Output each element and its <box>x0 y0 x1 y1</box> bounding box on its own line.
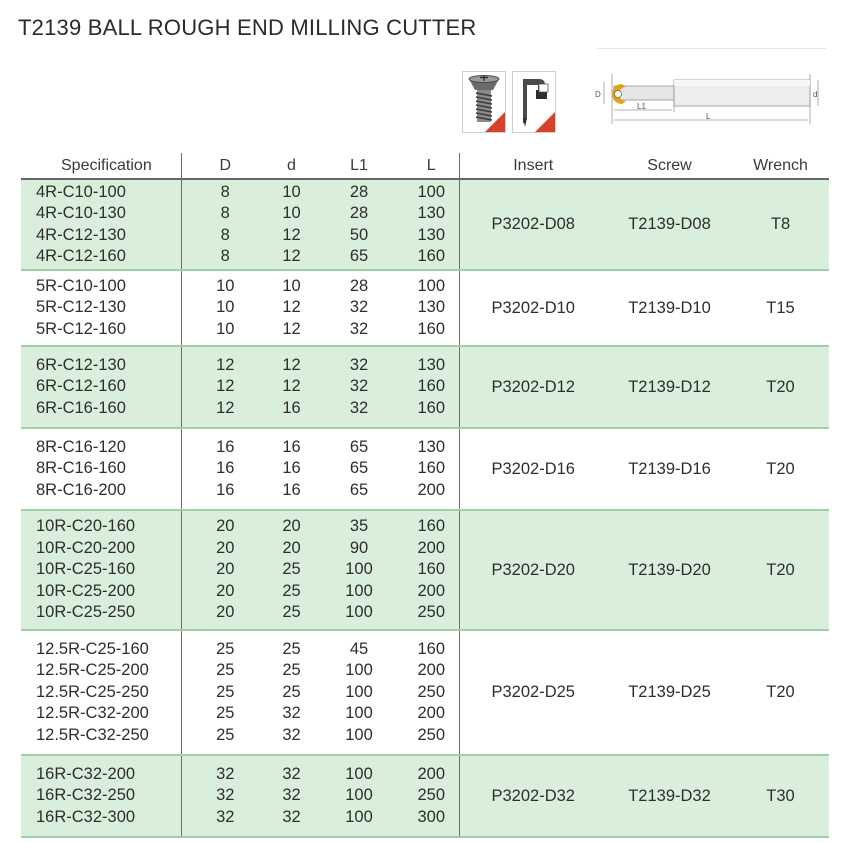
D-value: 12 <box>216 355 235 374</box>
spec-value: 10R-C25-160 <box>36 560 136 579</box>
header-insert: Insert <box>459 153 607 179</box>
d-value: 10 <box>282 204 301 222</box>
d-value: 12 <box>282 298 301 317</box>
L1-value: 65 <box>349 459 369 478</box>
wrench-cell: T20 <box>766 683 795 701</box>
d-value: 12 <box>282 377 301 396</box>
spec-value: 12.5R-C25-250 <box>36 682 149 701</box>
L1-cell <box>314 755 404 837</box>
D-cell <box>181 270 269 346</box>
L-value: 130 <box>417 225 446 244</box>
L-value: 250 <box>417 603 446 622</box>
L1-value: 50 <box>349 225 369 244</box>
header-wrench: Wrench <box>732 153 829 179</box>
spec-value: 10R-C25-200 <box>36 581 136 600</box>
D-value: 25 <box>216 639 235 658</box>
insert-cell: P3202-D12 <box>459 346 607 428</box>
L-value: 200 <box>417 480 446 499</box>
L-value: 130 <box>417 437 446 456</box>
d-value: 10 <box>282 276 301 295</box>
spec-value: 4R-C10-100 <box>36 182 126 201</box>
spec-value: 16R-C32-300 <box>36 807 136 826</box>
L1-value: 100 <box>345 560 373 579</box>
D-value: 8 <box>220 204 230 222</box>
D-value: 8 <box>220 247 230 265</box>
spec-value: 10R-C20-200 <box>36 538 136 557</box>
d-value: 32 <box>282 807 301 826</box>
D-value: 12 <box>216 377 235 396</box>
wrench-cell: T30 <box>766 786 795 805</box>
wrench-cell: T20 <box>766 560 795 579</box>
L1-cell <box>314 428 404 510</box>
D-value: 25 <box>216 704 235 723</box>
D-cell <box>181 179 269 270</box>
D-value: 16 <box>216 480 235 499</box>
d-value: 25 <box>282 560 301 579</box>
spec-value: 12.5R-C25-160 <box>36 639 149 658</box>
header-d: d <box>269 153 314 179</box>
D-value: 10 <box>216 276 235 295</box>
d-cell <box>269 755 314 837</box>
screw-cell: T2139-D12 <box>628 377 711 396</box>
wrench-cell: T15 <box>766 298 795 317</box>
L-value: 100 <box>417 182 446 201</box>
d-value: 20 <box>282 538 301 557</box>
insert-cell: P3202-D16 <box>459 428 607 510</box>
title-divider <box>596 48 826 49</box>
L-value: 130 <box>417 298 446 317</box>
table-row <box>21 270 829 346</box>
D-cell <box>181 755 269 837</box>
L-value: 100 <box>417 276 446 295</box>
D-value: 8 <box>220 182 230 201</box>
D-value: 20 <box>216 581 235 600</box>
spec-value: 8R-C16-200 <box>36 480 126 499</box>
L1-value: 28 <box>349 182 369 201</box>
D-value: 16 <box>216 437 235 456</box>
L1-value: 28 <box>349 276 369 295</box>
table-row <box>21 510 829 630</box>
d-value: 32 <box>282 786 301 805</box>
L1-value: 65 <box>349 480 369 499</box>
L1-value: 32 <box>349 377 369 396</box>
d-value: 25 <box>282 682 301 701</box>
d-value: 16 <box>282 459 301 478</box>
L-value: 130 <box>417 355 446 374</box>
d-cell <box>269 630 314 755</box>
wrench-cell: T8 <box>770 215 791 233</box>
L-cell <box>404 346 459 428</box>
L1-value: 45 <box>349 639 369 658</box>
d-value: 12 <box>282 247 301 265</box>
torx-wrench-icon <box>512 71 556 133</box>
table-row <box>21 346 829 428</box>
L1-value: 100 <box>345 807 373 826</box>
D-value: 25 <box>216 661 235 680</box>
L1-value: 65 <box>349 437 369 456</box>
L-value: 200 <box>417 538 446 557</box>
spec-value: 6R-C12-160 <box>36 377 126 396</box>
spec-value: 12.5R-C25-200 <box>36 661 149 680</box>
screw-cell: T2139-D10 <box>628 298 711 317</box>
spec-value: 10R-C20-160 <box>36 517 136 536</box>
D-value: 20 <box>216 560 235 579</box>
D-value: 25 <box>216 682 235 701</box>
D-value: 16 <box>216 459 235 478</box>
insert-cell: P3202-D32 <box>459 755 607 837</box>
spec-value: 4R-C12-160 <box>36 247 126 265</box>
D-value: 8 <box>220 225 230 244</box>
d-value: 16 <box>282 437 301 456</box>
header-L: L <box>404 153 459 179</box>
L-value: 300 <box>417 807 446 826</box>
L1-value: 100 <box>345 661 373 680</box>
d-value: 25 <box>282 661 301 680</box>
header-L1: L1 <box>314 153 404 179</box>
L1-value: 35 <box>349 517 369 536</box>
insert-cell: P3202-D10 <box>459 270 607 346</box>
insert-cell: P3202-D08 <box>459 179 607 270</box>
L-cell <box>404 755 459 837</box>
spec-value: 16R-C32-250 <box>36 786 136 805</box>
wrench-cell: T20 <box>766 459 795 478</box>
spec-value: 5R-C12-160 <box>36 319 126 338</box>
d-value: 10 <box>282 182 301 201</box>
d-value: 25 <box>282 581 301 600</box>
L-value: 160 <box>417 377 446 396</box>
L-cell <box>404 428 459 510</box>
d-cell <box>269 428 314 510</box>
spec-value: 10R-C25-250 <box>36 603 136 622</box>
L1-value: 100 <box>345 603 373 622</box>
L1-cell <box>314 630 404 755</box>
L-value: 250 <box>417 725 446 744</box>
page-title: T2139 BALL ROUGH END MILLING CUTTER <box>18 15 477 40</box>
d-value: 16 <box>282 480 301 499</box>
D-value: 32 <box>216 786 235 805</box>
spec-value: 8R-C16-160 <box>36 459 126 478</box>
d-value: 32 <box>282 764 301 783</box>
L-value: 160 <box>417 560 446 579</box>
L-value: 200 <box>417 661 446 680</box>
spec-value: 6R-C12-130 <box>36 355 126 374</box>
header-screw: Screw <box>607 153 732 179</box>
table-row <box>21 428 829 510</box>
L-value: 200 <box>417 764 446 783</box>
L1-cell <box>314 179 404 270</box>
L-cell <box>404 270 459 346</box>
L1-cell <box>314 270 404 346</box>
screw-cell: T2139-D16 <box>628 459 711 478</box>
spec-cell <box>21 755 181 837</box>
d-value: 20 <box>282 517 301 536</box>
L-value: 160 <box>417 459 446 478</box>
d-cell <box>269 346 314 428</box>
D-cell <box>181 630 269 755</box>
d-value: 16 <box>282 398 301 417</box>
L-value: 160 <box>417 247 446 265</box>
d-cell <box>269 179 314 270</box>
diagram-label-D: D <box>595 90 601 99</box>
spec-cell <box>21 630 181 755</box>
wrench-cell: T20 <box>766 377 795 396</box>
L1-value: 28 <box>349 204 369 222</box>
D-cell <box>181 428 269 510</box>
D-value: 20 <box>216 603 235 622</box>
L1-value: 32 <box>349 298 369 317</box>
insert-cell: P3202-D25 <box>459 630 607 755</box>
d-value: 25 <box>282 603 301 622</box>
L1-cell <box>314 346 404 428</box>
d-value: 12 <box>282 319 301 338</box>
diagram-label-L1: L1 <box>637 102 646 111</box>
screw-cell: T2139-D08 <box>628 215 711 233</box>
D-value: 10 <box>216 319 235 338</box>
screw-icon <box>462 71 506 133</box>
L-value: 130 <box>417 204 446 222</box>
spec-value: 12.5R-C32-200 <box>36 704 149 723</box>
spec-cell <box>21 510 181 630</box>
L-value: 160 <box>417 517 446 536</box>
diagram-label-L: L <box>706 112 711 121</box>
table-row <box>21 630 829 755</box>
D-value: 32 <box>216 764 235 783</box>
d-value: 25 <box>282 639 301 658</box>
diagram-label-d: d <box>813 90 818 99</box>
spec-value: 5R-C12-130 <box>36 298 126 317</box>
L1-value: 100 <box>345 725 373 744</box>
D-cell <box>181 510 269 630</box>
L1-value: 100 <box>345 704 373 723</box>
table-row <box>21 179 829 270</box>
screw-cell: T2139-D25 <box>628 683 711 701</box>
spec-cell <box>21 428 181 510</box>
D-cell <box>181 346 269 428</box>
screw-cell: T2139-D32 <box>628 786 711 805</box>
L1-value: 100 <box>345 682 373 701</box>
D-value: 12 <box>216 398 235 417</box>
table-header-row <box>21 153 829 179</box>
d-value: 32 <box>282 725 301 744</box>
L1-value: 65 <box>349 247 369 265</box>
tool-dimension-diagram <box>592 72 832 130</box>
table-row <box>21 755 829 837</box>
L1-value: 90 <box>349 538 369 557</box>
spec-cell <box>21 346 181 428</box>
spec-value: 12.5R-C32-250 <box>36 725 149 744</box>
spec-value: 4R-C10-130 <box>36 204 126 222</box>
L1-value: 32 <box>349 398 369 417</box>
D-value: 10 <box>216 298 235 317</box>
L-value: 250 <box>417 682 446 701</box>
L-value: 200 <box>417 704 446 723</box>
D-value: 32 <box>216 807 235 826</box>
L-value: 160 <box>417 639 446 658</box>
screw-cell: T2139-D20 <box>628 560 711 579</box>
spec-value: 16R-C32-200 <box>36 764 136 783</box>
L-cell <box>404 510 459 630</box>
L1-value: 32 <box>349 319 369 338</box>
spec-cell <box>21 270 181 346</box>
L-cell <box>404 179 459 270</box>
insert-cell: P3202-D20 <box>459 510 607 630</box>
L-value: 200 <box>417 581 446 600</box>
L-value: 250 <box>417 786 446 805</box>
header-specification: Specification <box>21 153 181 179</box>
D-value: 25 <box>216 725 235 744</box>
spec-cell <box>21 179 181 270</box>
spec-value: 4R-C12-130 <box>36 225 126 244</box>
L-value: 160 <box>417 398 446 417</box>
d-cell <box>269 510 314 630</box>
D-value: 20 <box>216 538 235 557</box>
d-value: 32 <box>282 704 301 723</box>
D-value: 20 <box>216 517 235 536</box>
d-cell <box>269 270 314 346</box>
L-value: 160 <box>417 319 446 338</box>
d-value: 12 <box>282 225 301 244</box>
L-cell <box>404 630 459 755</box>
spec-table <box>21 153 829 838</box>
L1-value: 100 <box>345 786 373 805</box>
L1-value: 100 <box>345 581 373 600</box>
spec-value: 8R-C16-120 <box>36 437 126 456</box>
header-D: D <box>181 153 269 179</box>
spec-value: 6R-C16-160 <box>36 398 126 417</box>
d-value: 12 <box>282 355 301 374</box>
L1-cell <box>314 510 404 630</box>
spec-value: 5R-C10-100 <box>36 276 126 295</box>
L1-value: 32 <box>349 355 369 374</box>
L1-value: 100 <box>345 764 373 783</box>
